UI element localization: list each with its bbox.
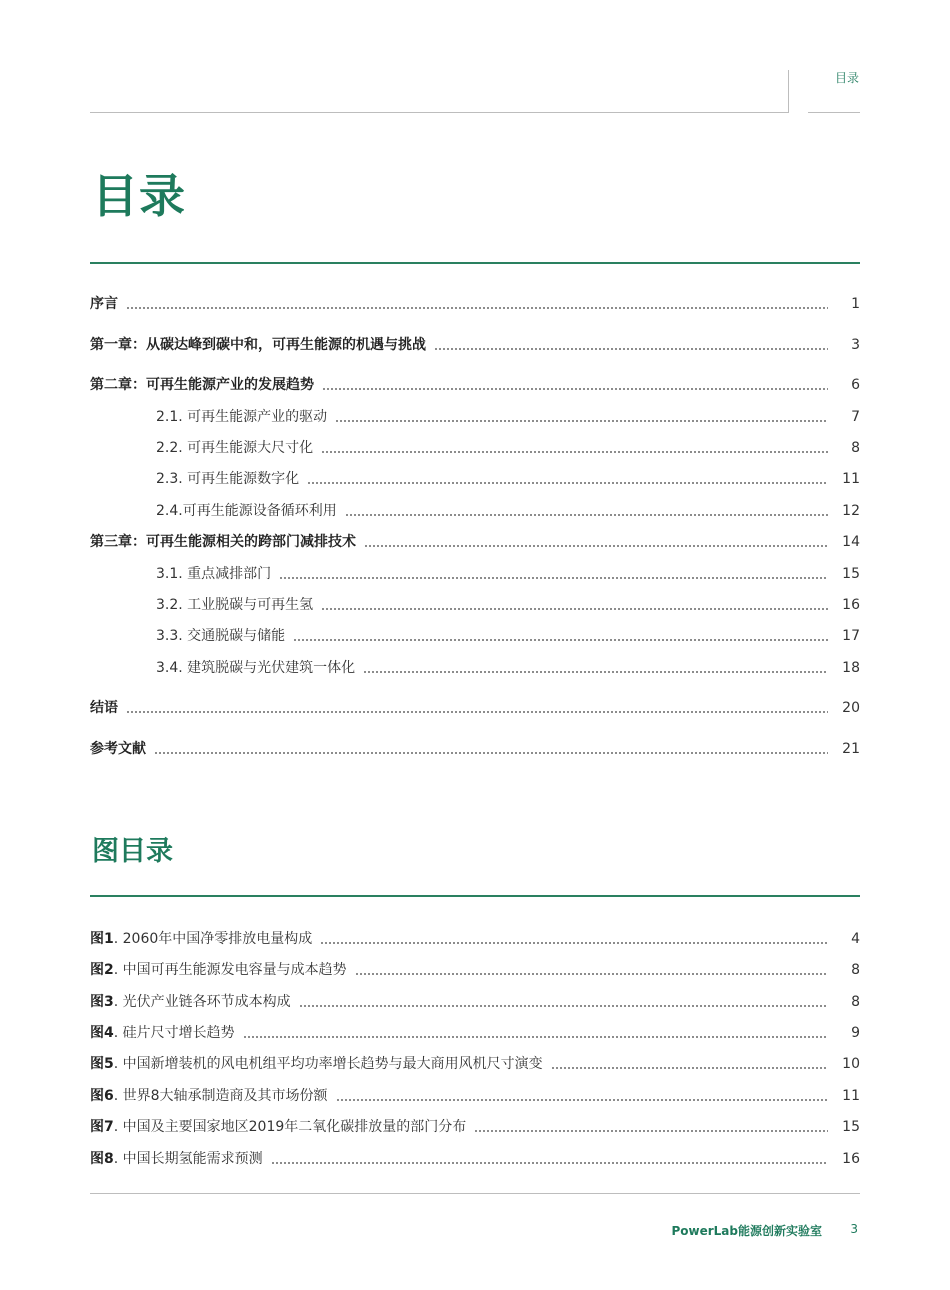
- dot-leader: [335, 419, 828, 423]
- toc-entry-chapter-3[interactable]: [90, 532, 860, 552]
- header-divider: [788, 70, 789, 113]
- dot-leader: [551, 1066, 828, 1070]
- toc-page: 16: [842, 597, 860, 613]
- figure-number: 图3: [90, 994, 114, 1010]
- figure-page: 11: [842, 1088, 860, 1104]
- figure-title: . 中国长期氢能需求预测: [113, 1151, 263, 1167]
- footer-rule: [90, 1193, 860, 1194]
- toc-page: 3: [851, 337, 860, 353]
- toc-entry-conclusion[interactable]: [90, 698, 860, 718]
- toc-label: 2.4.可再生能源设备循环利用: [156, 503, 337, 519]
- header-section-label: 目录: [834, 71, 859, 85]
- toc-label: 第三章：可再生能源相关的跨部门减排技术: [90, 534, 356, 550]
- toc-entry-section-3-1[interactable]: [156, 564, 860, 584]
- dot-leader: [355, 972, 828, 976]
- footer-brand: PowerLab能源创新实验室: [671, 1224, 822, 1238]
- dot-leader: [293, 638, 828, 642]
- figure-entry-3[interactable]: [90, 992, 860, 1012]
- dot-leader: [321, 607, 828, 611]
- toc-label: 序言: [90, 296, 118, 312]
- figure-number: 图2: [90, 962, 114, 978]
- figure-title: . 中国可再生能源发电容量与成本趋势: [113, 962, 347, 978]
- toc-page: 7: [851, 409, 860, 425]
- figures-title-rule: [90, 895, 860, 897]
- toc-entry-section-2-2[interactable]: [156, 438, 860, 458]
- figure-number: 图8: [90, 1151, 114, 1167]
- dot-leader: [299, 1004, 828, 1008]
- toc-label: 2.2. 可再生能源大尺寸化: [156, 440, 314, 456]
- figure-entry-6[interactable]: [90, 1086, 860, 1106]
- dot-leader: [336, 1098, 828, 1102]
- toc-entry-chapter-2[interactable]: [90, 375, 860, 395]
- toc-label: 3.4. 建筑脱碳与光伏建筑一体化: [156, 660, 356, 676]
- page-title: 目录: [92, 169, 186, 223]
- toc-label: 结语: [90, 700, 118, 716]
- figure-entry-7[interactable]: [90, 1117, 860, 1137]
- toc-label: 第一章：从碳达峰到碳中和，可再生能源的机遇与挑战: [90, 337, 426, 353]
- dot-leader: [364, 544, 828, 548]
- figure-label: [90, 1117, 466, 1137]
- figure-entry-4[interactable]: [90, 1023, 860, 1043]
- toc-entry-references[interactable]: [90, 739, 860, 759]
- figure-label: [90, 1086, 328, 1106]
- toc-page: 6: [851, 377, 860, 393]
- figure-title: . 硅片尺寸增长趋势: [113, 1025, 235, 1041]
- dot-leader: [243, 1035, 828, 1039]
- toc-page: 8: [851, 440, 860, 456]
- figure-label: [90, 1149, 263, 1169]
- figure-label: [90, 929, 312, 949]
- toc-entry-chapter-1[interactable]: [90, 335, 860, 355]
- toc-page: 15: [842, 566, 860, 582]
- toc-page: 21: [842, 741, 860, 757]
- figure-number: 图6: [90, 1088, 114, 1104]
- toc-page: 1: [851, 296, 860, 312]
- figure-page: 8: [851, 994, 860, 1010]
- figure-page: 9: [851, 1025, 860, 1041]
- figure-page: 8: [851, 962, 860, 978]
- toc-label: 3.1. 重点减排部门: [156, 566, 272, 582]
- toc-page: 14: [842, 534, 860, 550]
- dot-leader: [126, 710, 828, 714]
- toc-entry-section-2-4[interactable]: [156, 501, 860, 521]
- toc-page: 17: [842, 628, 860, 644]
- toc-label: 2.3. 可再生能源数字化: [156, 471, 300, 487]
- title-rule: [90, 262, 860, 264]
- dot-leader: [321, 450, 828, 454]
- figure-title: . 2060年中国净零排放电量构成: [113, 931, 313, 947]
- figure-label: [90, 1023, 235, 1043]
- toc-page: 11: [842, 471, 860, 487]
- dot-leader: [345, 513, 828, 517]
- figure-label: [90, 1054, 543, 1074]
- toc-entry-section-3-2[interactable]: [156, 595, 860, 615]
- toc-entry-section-3-4[interactable]: [156, 658, 860, 678]
- dot-leader: [154, 751, 828, 755]
- figure-page: 15: [842, 1119, 860, 1135]
- toc-page: 18: [842, 660, 860, 676]
- dot-leader: [363, 670, 828, 674]
- toc-entry-section-2-3[interactable]: [156, 469, 860, 489]
- figure-label: [90, 992, 291, 1012]
- figure-number: 图5: [90, 1056, 114, 1072]
- figure-page: 4: [851, 931, 860, 947]
- dot-leader: [271, 1161, 828, 1165]
- figure-title: . 中国及主要国家地区2019年二氧化碳排放量的部门分布: [113, 1119, 467, 1135]
- figures-title: 图目录: [92, 836, 173, 867]
- figure-number: 图4: [90, 1025, 114, 1041]
- toc-label: 3.3. 交通脱碳与储能: [156, 628, 286, 644]
- figure-entry-1[interactable]: [90, 929, 860, 949]
- toc-page: 12: [842, 503, 860, 519]
- page-number: 3: [850, 1222, 858, 1236]
- header-rule: [90, 112, 788, 113]
- toc-label: 2.1. 可再生能源产业的驱动: [156, 409, 328, 425]
- figure-label: [90, 960, 347, 980]
- figure-page: 16: [842, 1151, 860, 1167]
- toc-entry-section-2-1[interactable]: [156, 407, 860, 427]
- figure-title: . 世界8大轴承制造商及其市场份额: [113, 1088, 328, 1104]
- figure-entry-5[interactable]: [90, 1054, 860, 1074]
- toc-label: 3.2. 工业脱碳与可再生氢: [156, 597, 314, 613]
- figure-title: . 光伏产业链各环节成本构成: [113, 994, 291, 1010]
- dot-leader: [474, 1129, 828, 1133]
- figure-number: 图1: [90, 931, 114, 947]
- figure-entry-2[interactable]: [90, 960, 860, 980]
- toc-entry-preface[interactable]: [90, 294, 860, 314]
- header-rule-right: [808, 112, 860, 113]
- dot-leader: [279, 576, 828, 580]
- dot-leader: [434, 347, 828, 351]
- dot-leader: [322, 387, 828, 391]
- toc-label: 参考文献: [90, 741, 146, 757]
- figure-number: 图7: [90, 1119, 114, 1135]
- dot-leader: [320, 941, 828, 945]
- toc-entry-section-3-3[interactable]: [156, 626, 860, 646]
- dot-leader: [307, 481, 828, 485]
- dot-leader: [126, 306, 828, 310]
- figure-title: . 中国新增装机的风电机组平均功率增长趋势与最大商用风机尺寸演变: [113, 1056, 543, 1072]
- toc-page: 20: [842, 700, 860, 716]
- figure-page: 10: [842, 1056, 860, 1072]
- toc-label: 第二章：可再生能源产业的发展趋势: [90, 377, 314, 393]
- figure-entry-8[interactable]: [90, 1149, 860, 1169]
